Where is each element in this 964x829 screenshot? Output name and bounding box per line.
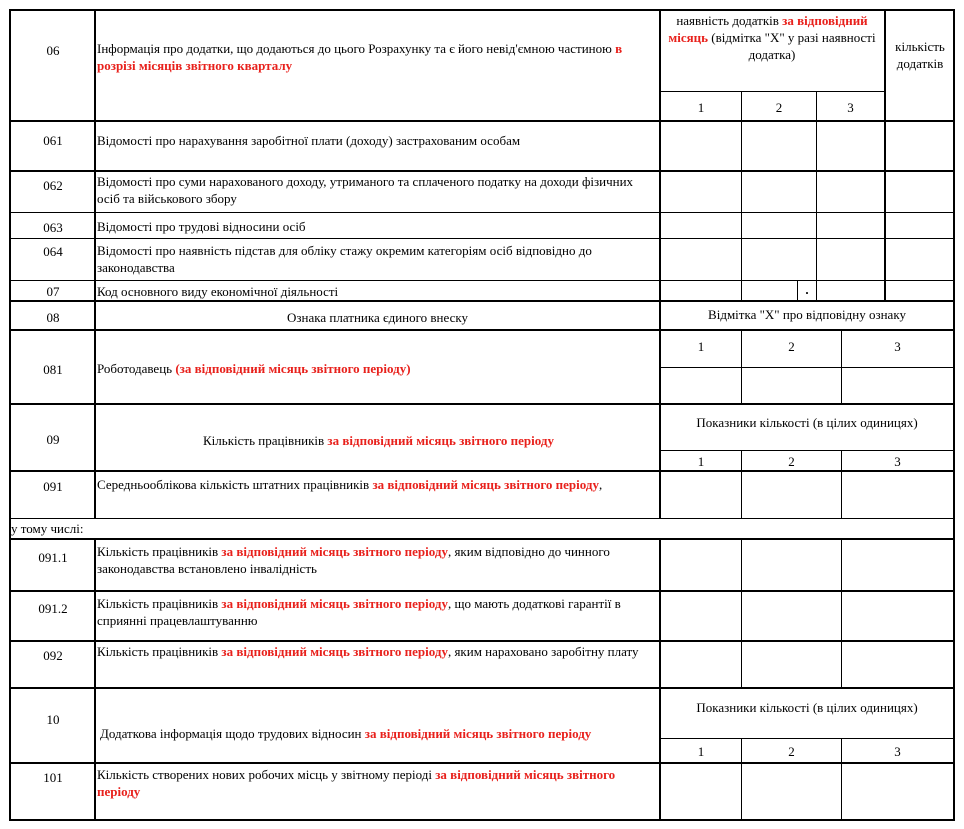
s081-month-1-header: 1 [697,339,705,354]
new-jobs-label [97,766,657,800]
disabled-month-2-cell[interactable] [742,540,841,590]
month-2-header: 2 [775,100,783,115]
section-06-text: Інформація про додатки, що додаються до цього Розрахунку та є його невід'ємною частиною [97,41,616,56]
paid-month-2-cell[interactable] [742,642,841,687]
guaranteed-employees-text: Кількість працівників [97,596,222,611]
s09-month-3-header: 3 [894,454,901,469]
row-062-month-1-cell[interactable] [661,172,741,212]
paid-employees-highlight: за відповідний місяць звітного періоду [221,644,448,659]
disabled-employees-highlight: за відповідний місяць звітного періоду [221,544,448,559]
activity-code-dot: . [805,282,809,297]
row-064-count-cell[interactable] [886,239,953,280]
row-064-description: Відомості про наявність підстав для обліку стажу окремим категоріям осіб відповідно до законодавства [97,243,592,275]
activity-code-input-2[interactable] [817,281,953,300]
code-092: 092 [43,648,63,663]
employer-text: Роботодавець [97,361,176,376]
row-064-month-3-cell[interactable] [817,239,884,280]
disabled-employees-tail: , яким відповідно до чинного законодавства встановлено інвалідність [97,544,610,576]
s10-month-2-header: 2 [788,744,795,759]
row-061-month-3-cell[interactable] [817,122,884,170]
new-jobs-month-2-cell[interactable] [742,764,841,819]
avg-staff-label [97,476,657,493]
paid-month-1-cell[interactable] [661,642,741,687]
code-10: 10 [46,712,60,727]
code-091: 091 [43,479,63,494]
employer-month-3-cell[interactable] [842,368,953,403]
presence-header-highlight: за відповідний місяць [668,13,868,45]
s081-month-2-header: 2 [788,339,795,354]
row-061-description: Відомості про нарахування заробітної плати (доходу) застрахованим особам [97,133,521,148]
guaranteed-employees-tail: , що мають додаткові гарантії в сприянні працевлаштуванню [97,596,621,628]
additional-info-text: Додаткова інформація щодо трудових відносин [100,726,365,741]
attachments-count-header: кількість додатків [895,39,945,71]
row-062-month-2-cell[interactable] [742,172,816,212]
code-091-2: 091.2 [38,601,68,616]
code-06: 06 [46,43,60,58]
code-061: 061 [43,133,63,148]
employer-label [97,360,657,377]
s10-month-3-header: 3 [894,744,901,759]
disabled-month-3-cell[interactable] [842,540,953,590]
section-06-text-highlight: в розрізі місяців звітного кварталу [97,41,623,73]
code-062: 062 [43,178,63,193]
paid-employees-tail: , яким нараховано заробітну плату [447,644,639,659]
presence-header-text: наявність додатків [676,13,783,28]
row-061-count-cell[interactable] [886,122,953,170]
employees-count-text: Кількість працівників [203,433,328,448]
activity-code-input[interactable] [661,281,797,300]
new-jobs-month-1-cell[interactable] [661,764,741,819]
section-06-description [97,40,657,74]
avg-staff-text: Середньооблікова кількість штатних працівників [97,477,373,492]
s09-month-1-header: 1 [697,454,705,469]
code-101: 101 [43,770,63,785]
guaranteed-employees-label [97,595,657,629]
code-08: 08 [46,310,60,325]
code-063: 063 [43,220,63,235]
new-jobs-highlight: за відповідний місяць звітного періоду [97,767,616,799]
row-064-month-1-cell[interactable] [661,239,741,280]
row-062-description: Відомості про суми нарахованого доходу, утриманого та сплаченого податку на доходи фізичних осіб та військового збору [97,174,634,206]
paid-employees-label [97,643,657,660]
s10-month-1-header: 1 [697,744,705,759]
row-063-month-2-cell[interactable] [742,213,816,238]
employees-count-highlight: за відповідний місяць звітного періоду [327,433,554,448]
guaranteed-employees-highlight: за відповідний місяць звітного періоду [221,596,448,611]
row-063-description: Відомості про трудові відносини осіб [97,219,306,234]
avg-staff-month-3-cell[interactable] [842,472,953,518]
code-091-1: 091.1 [38,550,68,565]
guaranteed-month-3-cell[interactable] [842,592,953,640]
employer-text-highlight: (за відповідний місяць звітного періоду) [175,361,411,376]
avg-staff-highlight: за відповідний місяць звітного періоду [372,477,599,492]
payer-sign-label: Ознака платника єдиного внеску [287,310,468,325]
guaranteed-month-2-cell[interactable] [742,592,841,640]
s09-indicators-header: Показники кількості (в цілих одиницях) [696,415,918,430]
code-081: 081 [43,362,63,377]
including-label: у тому числі: [11,521,84,536]
row-064-month-2-cell[interactable] [742,239,816,280]
s09-month-2-header: 2 [788,454,795,469]
code-07: 07 [46,284,60,299]
code-09: 09 [46,432,60,447]
new-jobs-month-3-cell[interactable] [842,764,953,819]
payer-sign-mark-header: Відмітка "Х" про відповідну ознаку [708,307,906,322]
avg-staff-month-2-cell[interactable] [742,472,841,518]
row-062-count-cell[interactable] [886,172,953,212]
new-jobs-text: Кількість створених нових робочих місць у звітному періоді [97,767,436,782]
employees-count-label [203,432,657,449]
avg-staff-month-1-cell[interactable] [661,472,741,518]
code-064: 064 [43,244,63,259]
row-061-month-1-cell[interactable] [661,122,741,170]
avg-staff-tail: , [598,477,603,492]
disabled-employees-text: Кількість працівників [97,544,222,559]
row-062-month-3-cell[interactable] [817,172,884,212]
paid-month-3-cell[interactable] [842,642,953,687]
paid-employees-text: Кількість працівників [97,644,222,659]
month-3-header: 3 [847,100,854,115]
month-1-header: 1 [697,100,705,115]
guaranteed-month-1-cell[interactable] [661,592,741,640]
row-063-month-3-cell[interactable] [817,213,884,238]
disabled-month-1-cell[interactable] [661,540,741,590]
presence-header-note: (відмітка "Х" у разі наявності додатка) [708,30,876,62]
row-063-count-cell[interactable] [886,213,953,238]
row-061-month-2-cell[interactable] [742,122,816,170]
disabled-employees-label [97,543,657,577]
activity-code-label: Код основного виду економічної діяльності [97,284,339,299]
s081-month-3-header: 3 [894,339,901,354]
s10-indicators-header: Показники кількості (в цілих одиницях) [696,700,918,715]
attachments-presence-header [662,12,882,63]
additional-info-label [100,725,640,742]
row-063-month-1-cell[interactable] [661,213,741,238]
additional-info-highlight: за відповідний місяць звітного періоду [364,726,592,741]
employer-month-2-cell[interactable] [742,368,841,403]
employer-month-1-cell[interactable] [661,368,741,403]
